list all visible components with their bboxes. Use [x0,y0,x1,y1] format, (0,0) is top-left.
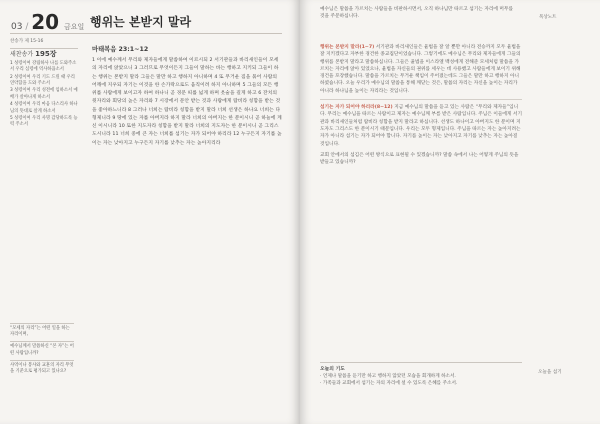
hymn-reference: 찬송가 제 15-16 [10,39,44,44]
page-title: 행위는 본받지 말라 [90,15,192,29]
sidebar-question: 사역이나 봉사와 교훈의 자리 무엇을 기준으로 평가되고 있나요? [10,360,74,375]
hymn-line: 4 성령이여 우리 마음 다스리사 하나님의 뜻대로 살게 하소서 [10,102,78,114]
hymn-line: 2 성령이여 우리 기도 드릴 때 우리 연약함을 도와 주소서 [10,74,75,87]
section-divider [320,99,522,100]
prayer-line: · 언제나 말씀을 듣기만 하고 행하지 않았던 모습을 회개하게 하소서. [320,374,456,379]
sidebar-questions [10,320,74,375]
date-day: 20 [31,10,60,34]
commentary [320,44,522,170]
hymn-line: 1 성령이여 강림하사 나를 도와주소서 우리 심령에 역사하옵소서 [10,60,77,73]
sidebar-question: “모세의 자리”는 어떤 일을 하는 자리이며, [10,323,74,338]
prayer-line: · 가족들과 교회에서 섬기는 자의 자리에 설 수 있도록 은혜를 주소서. [320,381,458,386]
section-text: 교회 안에서의 섬김은 어떤 방식으로 표현될 수 있겠습니까? 말씀 속에서 나는 어떻게 주님의 뜻을 받들고 있습니까? [320,152,519,166]
prayer-label: 오늘의 기도 [320,367,345,372]
right-page [300,0,600,424]
section-text: 서기관과 바리새인들은 율법을 잘 알 뿐만 아니라 전승까지 모두 율법을 잘 지키겠다고 자부한 경건한 종교집단이었습니다. 그렇기에도 예수님은 무리와 제자들에게 그들의 행위를 본받지 말라고 말씀하십니다. 그들은 율법을 이스라엘 백성에게 전해준 모세처럼 말씀을 가르치는 자리에 앉아 있었으나, 율법을 자신들의 권위를 세우는 데 사용했고 사람들에게 보이기 위해 경건을 포장했습니다. 말씀을 가르치는 무거운 책임이 주어졌는데도 그들은 말만 하고 행하지 아니하였습니다. 오늘 우리가 예수님의 말씀을 통해 깨닫는 것은, 말씀의 자리는 자신을 높이는 자리가 아니라 하나님을 높이는 자리라는 것입니다. [320,45,521,94]
hymn-number: 195장 [35,50,57,59]
date-header: 03 / 20 금요일 [11,10,85,34]
date-weekday: 금요일 [63,23,85,31]
prayer-footer [320,362,522,387]
commentary-section-1 [320,44,522,95]
scripture-reference: 마태복음 23:1~12 [92,46,149,53]
scripture-text: 1 이에 예수께서 무리와 제자들에게 말씀하여 이르시되 2 서기관들과 바리새인들이 모세의 자리에 앉았으니 3 그러므로 무엇이든지 그들이 말하는 바는 행하고 지키되 그들이 하는 행위는 본받지 말라 그들은 말만 하고 행하지 아니하며 4 또 무거운 짐을 묶어 사람의 어깨에 지우되 자기는 이것을 한 손가락으로도 움직이려 하지 아니하며 5 그들의 모든 행위를 사람에게 보이고자 하여 하나니 곧 경문 띠를 넓게 하며 옷술을 길게 하고 6 잔치의 윗자리와 회당의 높은 자리와 7 시장에서 문안 받는 것과 사람에게 랍비라 칭함을 받는 것을 좋아하느니라 8 그러나 너희는 랍비라 칭함을 받지 말라 너희 선생은 하나요 너희는 다 형제니라 9 땅에 있는 자를 아버지라 하지 말라 너희의 아버지는 한 분이시니 곧 하늘에 계신 이시니라 10 또한 지도자라 칭함을 받지 말라 너희의 지도자는 한 분이시니 곧 그리스도시니라 11 너희 중에 큰 자는 너희를 섬기는 자가 되어야 하리라 12 누구든지 자기를 높이는 자는 낮아지고 누구든지 자기를 낮추는 자는 높아지리라 [92,58,282,146]
note-lines [536,40,588,340]
commentary-section-3 [320,152,522,167]
hymn-line: 5 성령이여 우리 사명 감당하도록 능력 주소서 [10,116,78,128]
notes-label: 묵상노트 [539,15,557,20]
hymn-lines [10,61,78,129]
sidebar-question: 예수님께서 말씀하신 “본 자”는 어떤 사람입니까? [10,341,74,356]
left-sidebar [10,39,78,130]
hymn-label: 새찬송가 [10,51,34,59]
section-text: 지금 예수님의 말씀을 듣고 있는 사람은 “무리와 제자들”입니다. 무리는 예수님을 따르는 사람이고 제자는 예수님께 부름 받은 사람입니다. 주님은 이들에게 서기관과 바리새인들처럼 랍비라 칭함을 받지 말라고 하십니다. 선생도 하나이고 아버지도 한 분이며 지도자도 그리스도 한 분이시기 때문입니다. 우리는 모두 형제입니다. 주님을 따르는 자는 높아지려는 자가 아니라 섬기는 자가 되어야 합니다. 자기를 높이는 자는 낮아지고 자기를 낮추는 자는 높아질 것입니다. [320,105,522,147]
hymn-schedule [10,48,78,58]
section-heading: 섬기는 자가 되어야 하리라(8~12) [320,105,393,111]
date-month: 03 [11,22,23,32]
footer-right-label: 오늘을 섬기 [538,370,562,375]
section-heading: 행위는 본받지 말라(1~7) [320,45,375,50]
scripture-block [92,44,282,148]
top-divider [10,33,282,34]
intro-text: 예수님은 말씀을 가르치는 사람들을 비판하시면서, 오직 하나님만 따르고 섬기는 자리에 머무를 것을 주문하십니다. [320,7,513,20]
commentary-section-2 [320,104,522,148]
hymn-line: 3 성령이여 우리 성전에 임하소서 예배가 살아나게 하소서 [10,88,78,100]
